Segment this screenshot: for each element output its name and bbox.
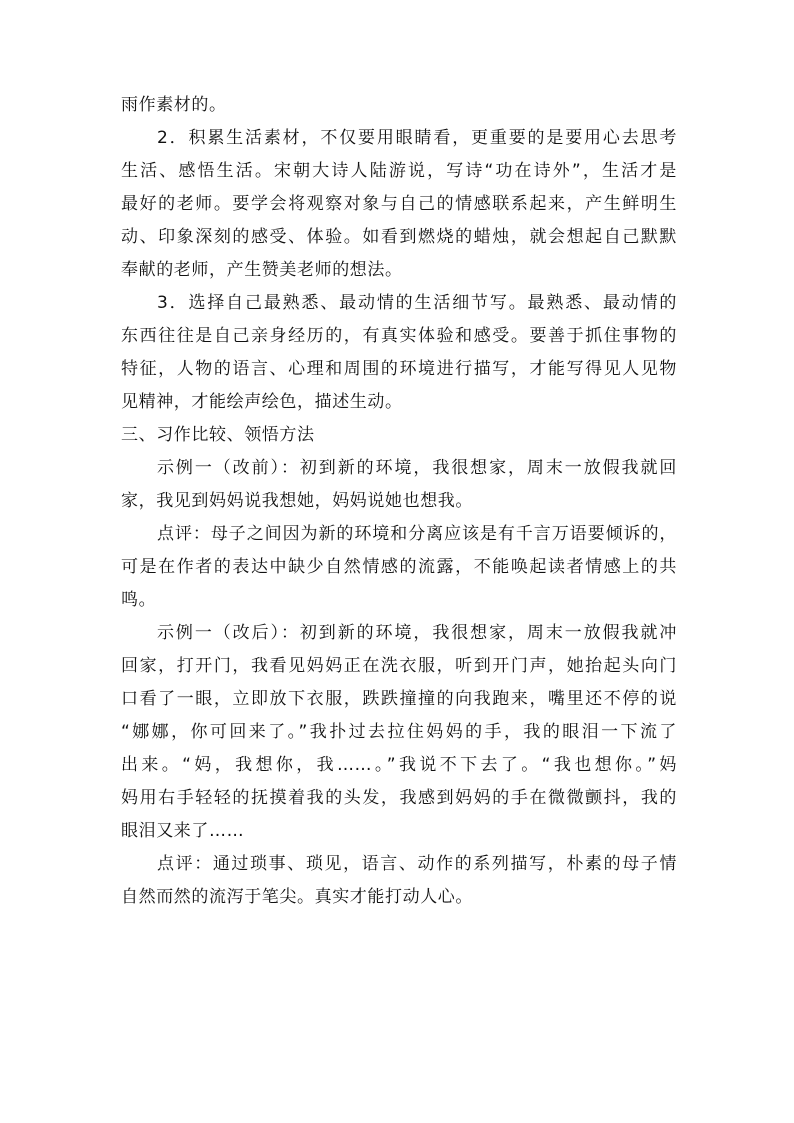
- text-line: 家，我见到妈妈说我想她，妈妈说她也想我。: [121, 491, 473, 511]
- text-line: 3．选择自己最熟悉、最动情的生活细节写。最熟悉、最动情的: [157, 293, 677, 313]
- text-line: 见精神，才能绘声绘色，描述生动。: [121, 392, 403, 412]
- text-line: 示例一（改前）：初到新的环境，我很想家，周末一放假我就回: [157, 458, 677, 478]
- text-line: 东西往往是自己亲身经历的，有真实体验和感受。要善于抓住事物的: [121, 326, 677, 346]
- text-line: 奉献的老师，产生赞美老师的想法。: [121, 260, 403, 280]
- document-page: [121, 89, 677, 914]
- text-line: 雨作素材的。: [121, 95, 227, 115]
- text-line: 妈用右手轻轻的抚摸着我的头发，我感到妈妈的手在微微颤抖，我的: [121, 788, 677, 808]
- text-line: 特征，人物的语言、心理和周围的环境进行描写，才能写得见人见物: [121, 359, 677, 379]
- section-heading: 三、习作比较、领悟方法: [121, 425, 315, 445]
- text-line: 生活、感悟生活。宋朝大诗人陆游说，写诗“功在诗外”，生活才是: [121, 161, 677, 181]
- text-line: 可是在作者的表达中缺少自然情感的流露，不能唤起读者情感上的共: [121, 557, 677, 577]
- text-line: 出来。“妈，我想你，我……。”我说不下去了。“我也想你。”妈: [121, 755, 677, 775]
- text-line: 口看了一眼，立即放下衣服，跌跌撞撞的向我跑来，嘴里还不停的说: [121, 689, 677, 709]
- text-line: 最好的老师。要学会将观察对象与自己的情感联系起来，产生鲜明生: [121, 194, 677, 214]
- text-line: “娜娜，你可回来了。”我扑过去拉住妈妈的手，我的眼泪一下流了: [121, 722, 677, 742]
- text-line: 动、印象深刻的感受、体验。如看到燃烧的蜡烛，就会想起自己默默: [121, 227, 677, 247]
- text-line: 示例一（改后）：初到新的环境，我很想家，周末一放假我就冲: [157, 623, 677, 643]
- text-line: 自然而然的流泻于笔尖。真实才能打动人心。: [121, 887, 473, 907]
- text-line: 2．积累生活素材，不仅要用眼睛看，更重要的是要用心去思考: [157, 128, 677, 148]
- text-line: 点评：母子之间因为新的环境和分离应该是有千言万语要倾诉的，: [157, 524, 677, 544]
- text-line: 点评：通过琐事、琐见，语言、动作的系列描写，朴素的母子情: [157, 854, 677, 874]
- text-line: 回家，打开门，我看见妈妈正在洗衣服，听到开门声，她抬起头向门: [121, 656, 677, 676]
- text-line: 鸣。: [121, 590, 157, 610]
- text-line: 眼泪又来了……: [121, 821, 245, 841]
